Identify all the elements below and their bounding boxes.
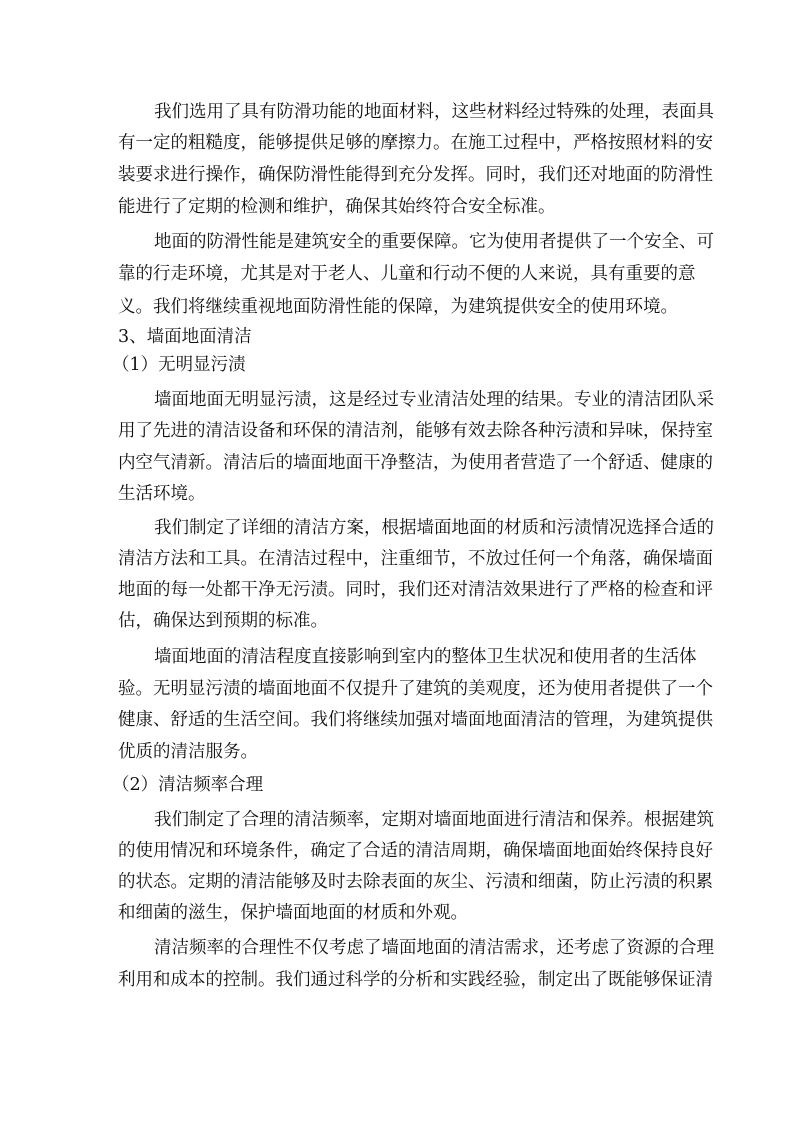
paragraph-line: 我们选用了具有防滑功能的地面材料，这些材料经过特殊的处理，表面具 [154,102,714,122]
paragraph-line: 义。我们将继续重视地面防滑性能的保障，为建筑提供安全的使用环境。 [118,297,678,317]
paragraph-line: 我们制定了详细的清洁方案，根据墙面地面的材质和污渍情况选择合适的 [154,518,714,538]
paragraph-line: 我们制定了合理的清洁频率，定期对墙面地面进行清洁和保养。根据建筑 [154,810,714,830]
paragraph-line: 地面的防滑性能是建筑安全的重要保障。它为使用者提供了一个安全、可 [154,232,714,252]
paragraph-line: 估，确保达到预期的标准。 [118,611,328,631]
paragraph-line: 用了先进的清洁设备和环保的清洁剂，能够有效去除各种污渍和异味，保持室 [118,421,713,441]
paragraph-line: 生活环境。 [118,484,206,504]
paragraph-line: 验。无明显污渍的墙面地面不仅提升了建筑的美观度，还为使用者提供了一个 [118,679,713,699]
paragraph-line: 利用和成本的控制。我们通过科学的分析和实践经验，制定出了既能够保证清 [118,970,713,990]
paragraph-line: 清洁方法和工具。在清洁过程中，注重细节，不放过任何一个角落，确保墙面 [118,549,713,569]
paragraph-line: 靠的行走环境，尤其是对于老人、儿童和行动不便的人来说，具有重要的意 [118,264,696,284]
paragraph-line: 优质的清洁服务。 [118,742,258,762]
paragraph-line: 和细菌的滋生，保护墙面地面的材质和外观。 [118,903,468,923]
paragraph-line: 的使用情况和环境条件，确定了合适的清洁周期，确保墙面地面始终保持良好 [118,841,713,861]
paragraph-line: 有一定的粗糙度，能够提供足够的摩擦力。在施工过程中，严格按照材料的安 [118,133,713,153]
subsection-heading: （1）无明显污渍 [112,355,246,375]
section-heading: 3、墙面地面清洁 [118,327,252,347]
paragraph-line: 健康、舒适的生活空间。我们将继续加强对墙面地面清洁的管理，为建筑提供 [118,710,713,730]
paragraph-line: 墙面地面的清洁程度直接影响到室内的整体卫生状况和使用者的生活体 [154,647,697,667]
paragraph-line: 清洁频率的合理性不仅考虑了墙面地面的清洁需求，还考虑了资源的合理 [154,938,714,958]
paragraph-line: 能进行了定期的检测和维护，确保其始终符合安全标准。 [118,197,556,217]
paragraph-line: 的状态。定期的清洁能够及时去除表面的灰尘、污渍和细菌，防止污渍的积累 [118,872,713,892]
subsection-heading: （2）清洁频率合理 [112,775,264,795]
paragraph-line: 地面的每一处都干净无污渍。同时，我们还对清洁效果进行了严格的检查和评 [118,580,713,600]
paragraph-line: 内空气清新。清洁后的墙面地面干净整洁，为使用者营造了一个舒适、健康的 [118,453,713,473]
paragraph-line: 墙面地面无明显污渍，这是经过专业清洁处理的结果。专业的清洁团队采 [154,390,714,410]
paragraph-line: 装要求进行操作，确保防滑性能得到充分发挥。同时，我们还对地面的防滑性 [118,165,713,185]
